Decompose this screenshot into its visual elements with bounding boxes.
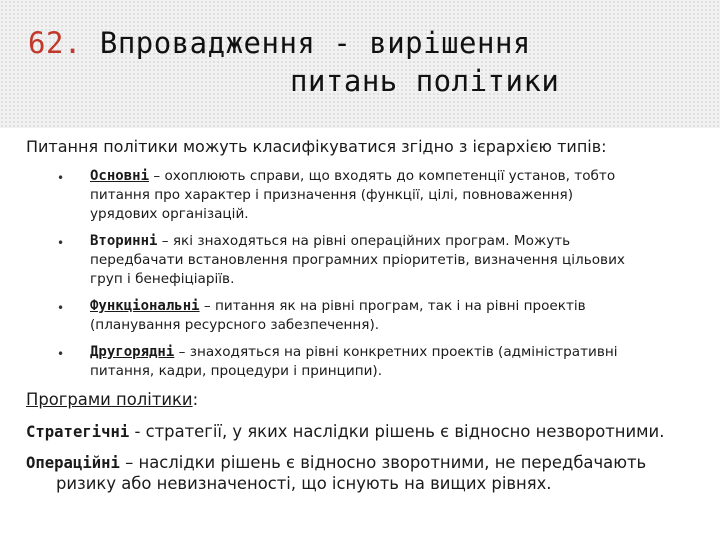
bullet-1-line-2: питання про характер і призначення (функції, цілі, повноваження) xyxy=(90,187,574,203)
bullet-3-term: Функціональні xyxy=(90,298,200,314)
bullet-2-term: Вторинні xyxy=(90,233,158,249)
operational-term: Операційні xyxy=(26,454,120,472)
operational-text: наслідки рішень є відносно зворотними, не передбачають xyxy=(138,453,647,472)
bullet-4-line-1 xyxy=(90,344,618,360)
operational-line-1 xyxy=(26,453,646,472)
programs-heading-colon: : xyxy=(192,390,199,409)
slide-number: 62. xyxy=(28,26,82,60)
bullet-3-line-1 xyxy=(90,298,586,314)
bullet-2-line-1 xyxy=(90,233,570,249)
bullet-2-line-3: груп і бенефіціаріїв. xyxy=(90,271,235,287)
operational-line-2: ризику або невизначеності, що існують на вищих рівнях. xyxy=(56,474,552,493)
bullet-4-text: – знаходяться на рівні конкретних проектів (адміністративні xyxy=(174,344,618,360)
bullet-1-term: Основні xyxy=(90,168,150,184)
bullet-1-line-1 xyxy=(90,168,615,184)
bullet-4-term: Другорядні xyxy=(90,344,175,360)
bullet-1-text: – охоплюють справи, що входять до компетенції установ, тобто xyxy=(149,168,616,184)
bullet-mark-3: • xyxy=(57,301,65,315)
strategic-term: Стратегічні xyxy=(26,423,130,441)
programs-heading-text: Програми політики xyxy=(26,390,193,409)
bullet-mark-2: • xyxy=(57,236,65,250)
operational-dash: – xyxy=(119,453,139,472)
strategic-line xyxy=(26,422,664,441)
slide-title-line-2: питань політики xyxy=(290,64,560,98)
bullet-1-line-3: урядових організацій. xyxy=(90,206,249,222)
bullet-3-line-2: (планування ресурсного забезпечення). xyxy=(90,317,380,333)
bullet-4-line-2: питання, кадри, процедури і принципи). xyxy=(90,363,383,379)
bullet-2-text: – які знаходяться на рівні операційних програм. Можуть xyxy=(157,233,571,249)
strategic-dash: - xyxy=(129,422,146,441)
strategic-text: стратегії, у яких наслідки рішень є відносно незворотними. xyxy=(145,422,665,441)
programs-heading xyxy=(26,390,198,409)
bullet-3-text: – питання як на рівні програм, так і на рівні проектів xyxy=(199,298,586,314)
bullet-mark-4: • xyxy=(57,347,65,361)
intro-text: Питання політики можуть класифікуватися згідно з ієрархією типів: xyxy=(26,137,607,156)
slide-title-text-1: Впровадження - вирішення xyxy=(99,26,531,60)
bullet-mark-1: • xyxy=(57,171,65,185)
bullet-2-line-2: передбачати встановлення програмних пріоритетів, визначення цільових xyxy=(90,252,625,268)
